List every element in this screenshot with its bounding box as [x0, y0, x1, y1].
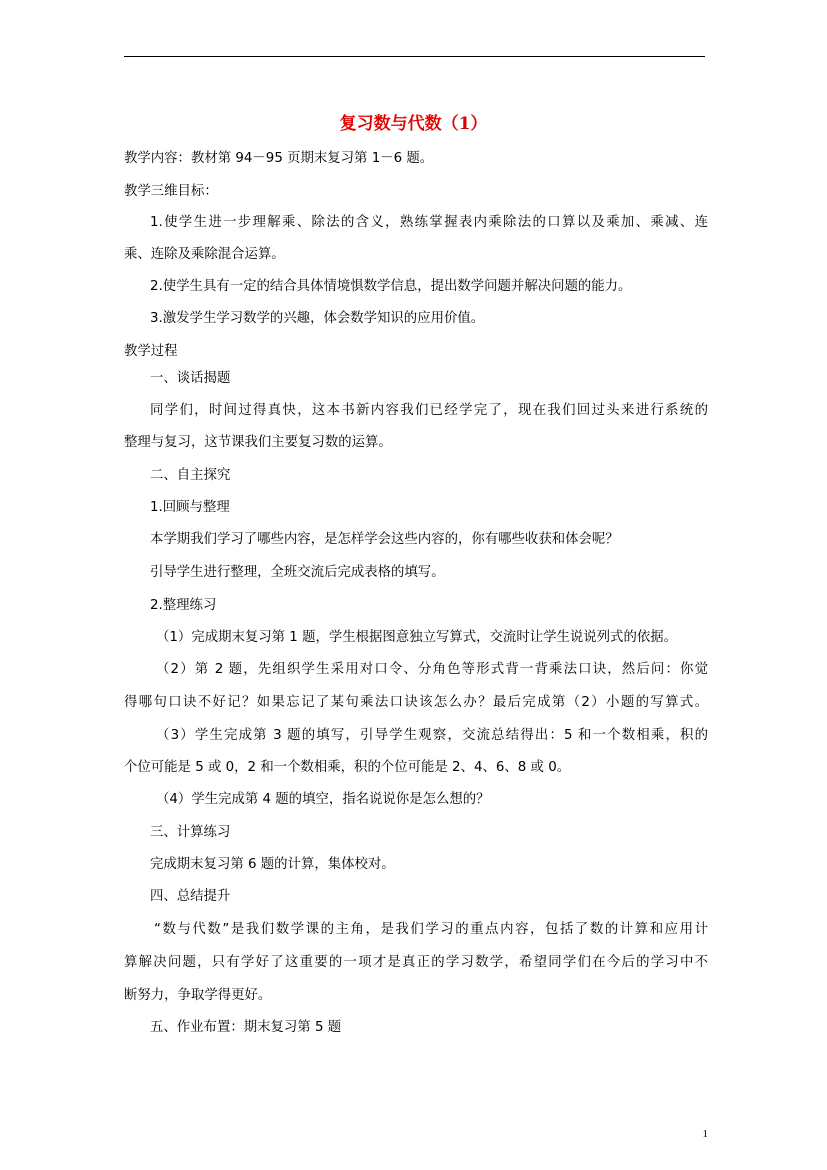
header-rule [124, 56, 705, 57]
objective-2: 2.使学生具有一定的结合具体情境惧数学信息，提出数学问题并解决问题的能力。 [150, 279, 632, 294]
objectives-heading: 教学三维目标： [124, 184, 218, 199]
section-3-paragraph: 完成期末复习第 6 题的计算，集体校对。 [150, 857, 395, 872]
subsection-review-heading: 1.回顾与整理 [150, 500, 230, 515]
section-5-homework: 五、作业布置：期末复习第 5 题 [150, 1020, 342, 1035]
objective-1-line-2: 乘、连除及乘除混合运算。 [124, 247, 285, 262]
practice-item-3-line-2: 个位可能是 5 或 0，2 和一个数相乘，积的个位可能是 2、4、6、8 或 0。 [124, 760, 571, 775]
teaching-content-line: 教学内容：教材第 94－95 页期末复习第 1－6 题。 [124, 151, 434, 166]
objective-3: 3.激发学生学习数学的兴趣，体会数学知识的应用价值。 [150, 311, 485, 326]
document-title: 复习数与代数（1） [339, 114, 488, 134]
section-4-heading: 四、总结提升 [150, 889, 231, 904]
section-1-paragraph-line-2: 整理与复习，这节课我们主要复习数的运算。 [124, 435, 392, 450]
practice-item-1: （1）完成期末复习第 1 题，学生根据图意独立写算式，交流时让学生说说列式的依据。 [156, 630, 678, 645]
process-heading: 教学过程 [124, 344, 178, 359]
section-1-heading: 一、谈话揭题 [150, 371, 231, 386]
subsection-practice-heading: 2.整理练习 [150, 598, 217, 613]
section-3-heading: 三、计算练习 [150, 825, 231, 840]
section-1-paragraph-line-1: 同学们，时间过得真快，这本书新内容我们已经学完了，现在我们回过头来进行系统的 [150, 403, 708, 418]
practice-item-2-line-2: 得哪句口诀不好记？如果忘记了某句乘法口诀该怎么办？最后完成第（2）小题的写算式。 [124, 695, 708, 710]
section-2-heading: 二、自主探究 [150, 468, 231, 483]
objective-1-line-1: 1.使学生进一步理解乘、除法的含义，熟练掌握表内乘除法的口算以及乘加、乘减、连 [150, 215, 708, 230]
section-4-paragraph-line-3: 断努力，争取学得更好。 [124, 988, 272, 1003]
practice-item-4: （4）学生完成第 4 题的填空，指名说说你是怎么想的？ [156, 792, 490, 807]
section-4-paragraph-line-2: 算解决问题，只有学好了这重要的一项才是真正的学习数学，希望同学们在今后的学习中不 [124, 955, 708, 970]
page-number: 1 [702, 1128, 708, 1140]
review-question: 本学期我们学习了哪些内容，是怎样学会这些内容的，你有哪些收获和体会呢？ [150, 532, 619, 547]
section-4-paragraph-line-1: “数与代数”是我们数学课的主角，是我们学习的重点内容，包括了数的计算和应用计 [154, 922, 708, 937]
practice-item-2-line-1: （2）第 2 题，先组织学生采用对口令、分角色等形式背一背乘法口诀，然后问：你觉 [156, 662, 708, 677]
review-guidance: 引导学生进行整理，全班交流后完成表格的填写。 [150, 565, 445, 580]
practice-item-3-line-1: （3）学生完成第 3 题的填写，引导学生观察，交流总结得出：5 和一个数相乘，积的 [156, 728, 708, 743]
